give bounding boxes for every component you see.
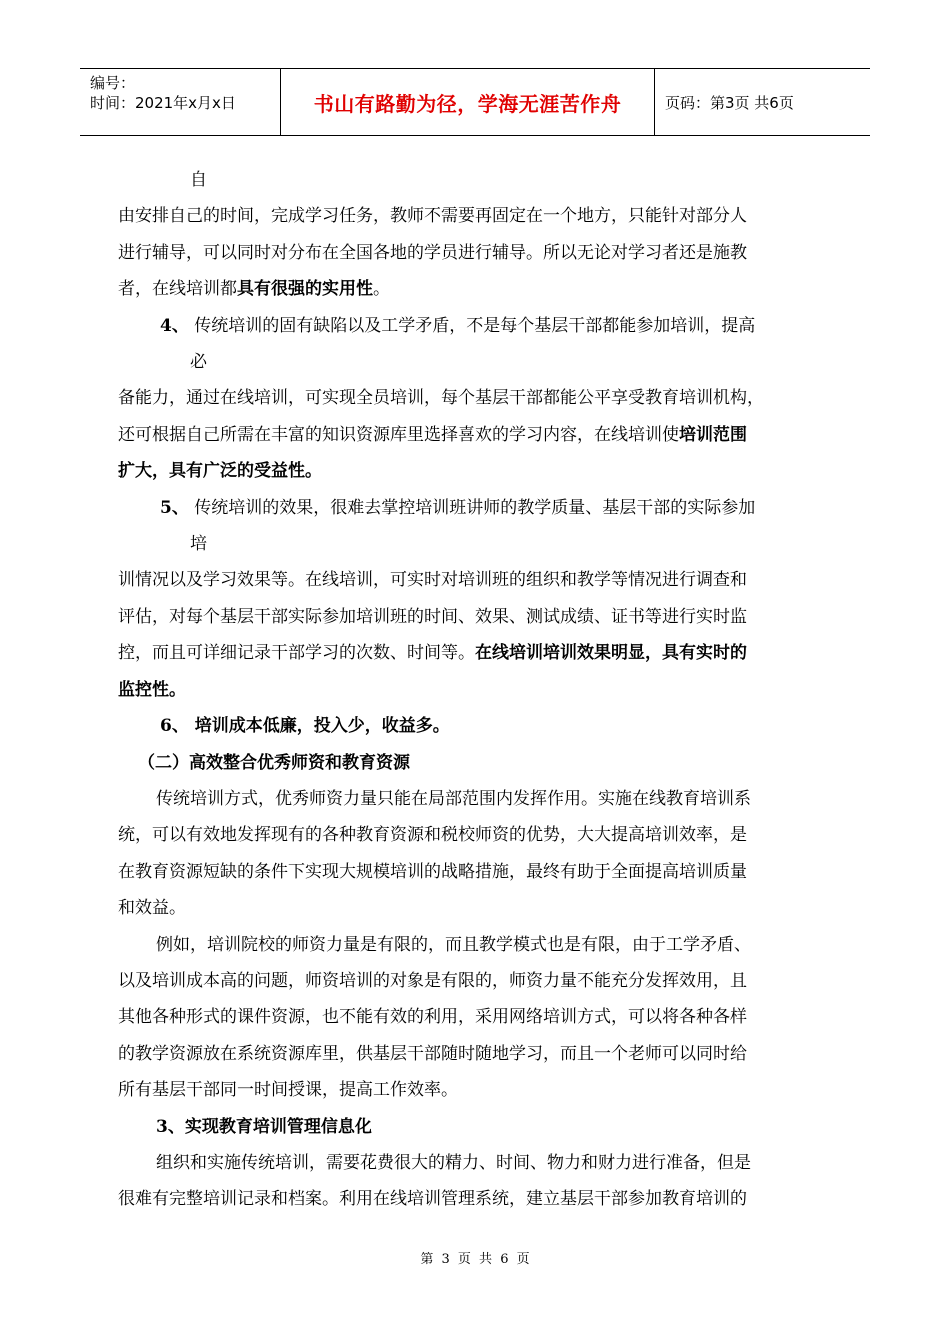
text-line: 由安排自己的时间，完成学习任务，教师不需要再固定在一个地方，只能针对部分人 — [118, 206, 747, 227]
header-page-label: 页码：第3页 共6页 — [665, 93, 794, 112]
text-span: 控，而且可详细记录干部学习的次数、时间等。 — [118, 643, 475, 664]
bold-line: 监控性。 — [118, 679, 186, 700]
text-line: 进行辅导，可以同时对分布在全国各地的学员进行辅导。所以无论对学习者还是施教 — [118, 242, 747, 263]
item-number: 4、 — [160, 315, 189, 336]
section-heading: （二）高效整合优秀师资和教育资源 — [138, 752, 410, 773]
text-line: 传统培训方式，优秀师资力量只能在局部范围内发挥作用。实施在线教育培训系 — [156, 788, 751, 809]
header-meta — [80, 69, 281, 135]
numbered-line: 6、 培训成本低廉，投入少，收益多。 — [160, 716, 450, 737]
text-line: 在教育资源短缺的条件下实现大规模培训的战略措施，最终有助于全面提高培训质量 — [118, 861, 747, 882]
text-line — [118, 635, 838, 671]
text-span: 传统培训的固有缺陷以及工学矛盾，不是每个基层干部都能参加培训，提高 — [194, 315, 756, 336]
text-line: 必 — [190, 352, 207, 373]
text-line — [118, 271, 838, 307]
bold-span: 具有很强的实用性 — [237, 279, 373, 300]
time-label: 时间：2021年x月x日 — [90, 94, 236, 112]
text-span: 传统培训的效果，很难去掌控培训班讲师的教学质量、基层干部的实际参加 — [194, 497, 756, 518]
bold-line: 扩大，具有广泛的受益性。 — [118, 461, 322, 482]
text-line: 和效益。 — [118, 898, 186, 919]
text-line — [118, 417, 838, 453]
text-span: 者，在线培训都 — [118, 279, 237, 300]
text-line: 很难有完整培训记录和档案。利用在线培训管理系统，建立基层干部参加教育培训的 — [118, 1189, 747, 1210]
document-body — [118, 162, 838, 1218]
bold-span: 在线培训培训效果明显，具有实时的 — [475, 643, 747, 664]
text-line: 例如，培训院校的师资力量是有限的，而且教学模式也是有限，由于工学矛盾、 — [156, 934, 751, 955]
text-span: 还可根据自己所需在丰富的知识资源库里选择喜欢的学习内容，在线培训使 — [118, 424, 679, 445]
text-line: 训情况以及学习效果等。在线培训，可实时对培训班的组织和教学等情况进行调查和 — [118, 570, 747, 591]
numbered-line — [118, 490, 838, 526]
text-line: 以及培训成本高的问题，师资培训的对象是有限的，师资力量不能充分发挥效用，且 — [118, 970, 747, 991]
text-line: 的教学资源放在系统资源库里，供基层干部随时随地学习，而且一个老师可以同时给 — [118, 1043, 747, 1064]
text-line: 统，可以有效地发挥现有的各种教育资源和税校师资的优势，大大提高培训效率，是 — [118, 825, 747, 846]
header-motto: 书山有路勤为径，学海无涯苦作舟 — [281, 69, 655, 135]
text-line: 其他各种形式的课件资源，也不能有效的利用，采用网络培训方式，可以将各种各样 — [118, 1007, 747, 1028]
text-span: 。 — [373, 279, 390, 300]
code-label: 编号： — [90, 74, 136, 92]
page-header — [80, 68, 870, 136]
section-heading: 3、实现教育培训管理信息化 — [156, 1116, 372, 1137]
item-number: 5、 — [160, 497, 189, 518]
text-line: 自 — [190, 170, 207, 190]
text-line: 备能力，通过在线培训，可实现全员培训，每个基层干部都能公平享受教育培训机构， — [118, 388, 764, 409]
text-line: 评估，对每个基层干部实际参加培训班的时间、效果、测试成绩、证书等进行实时监 — [118, 606, 747, 627]
text-line: 所有基层干部同一时间授课，提高工作效率。 — [118, 1080, 458, 1101]
text-line: 组织和实施传统培训，需要花费很大的精力、时间、物力和财力进行准备，但是 — [156, 1152, 751, 1173]
page-footer: 第 3 页 共 6 页 — [420, 1252, 530, 1267]
bold-span: 培训范围 — [679, 424, 747, 445]
numbered-line — [118, 308, 838, 344]
text-line: 培 — [190, 534, 207, 555]
